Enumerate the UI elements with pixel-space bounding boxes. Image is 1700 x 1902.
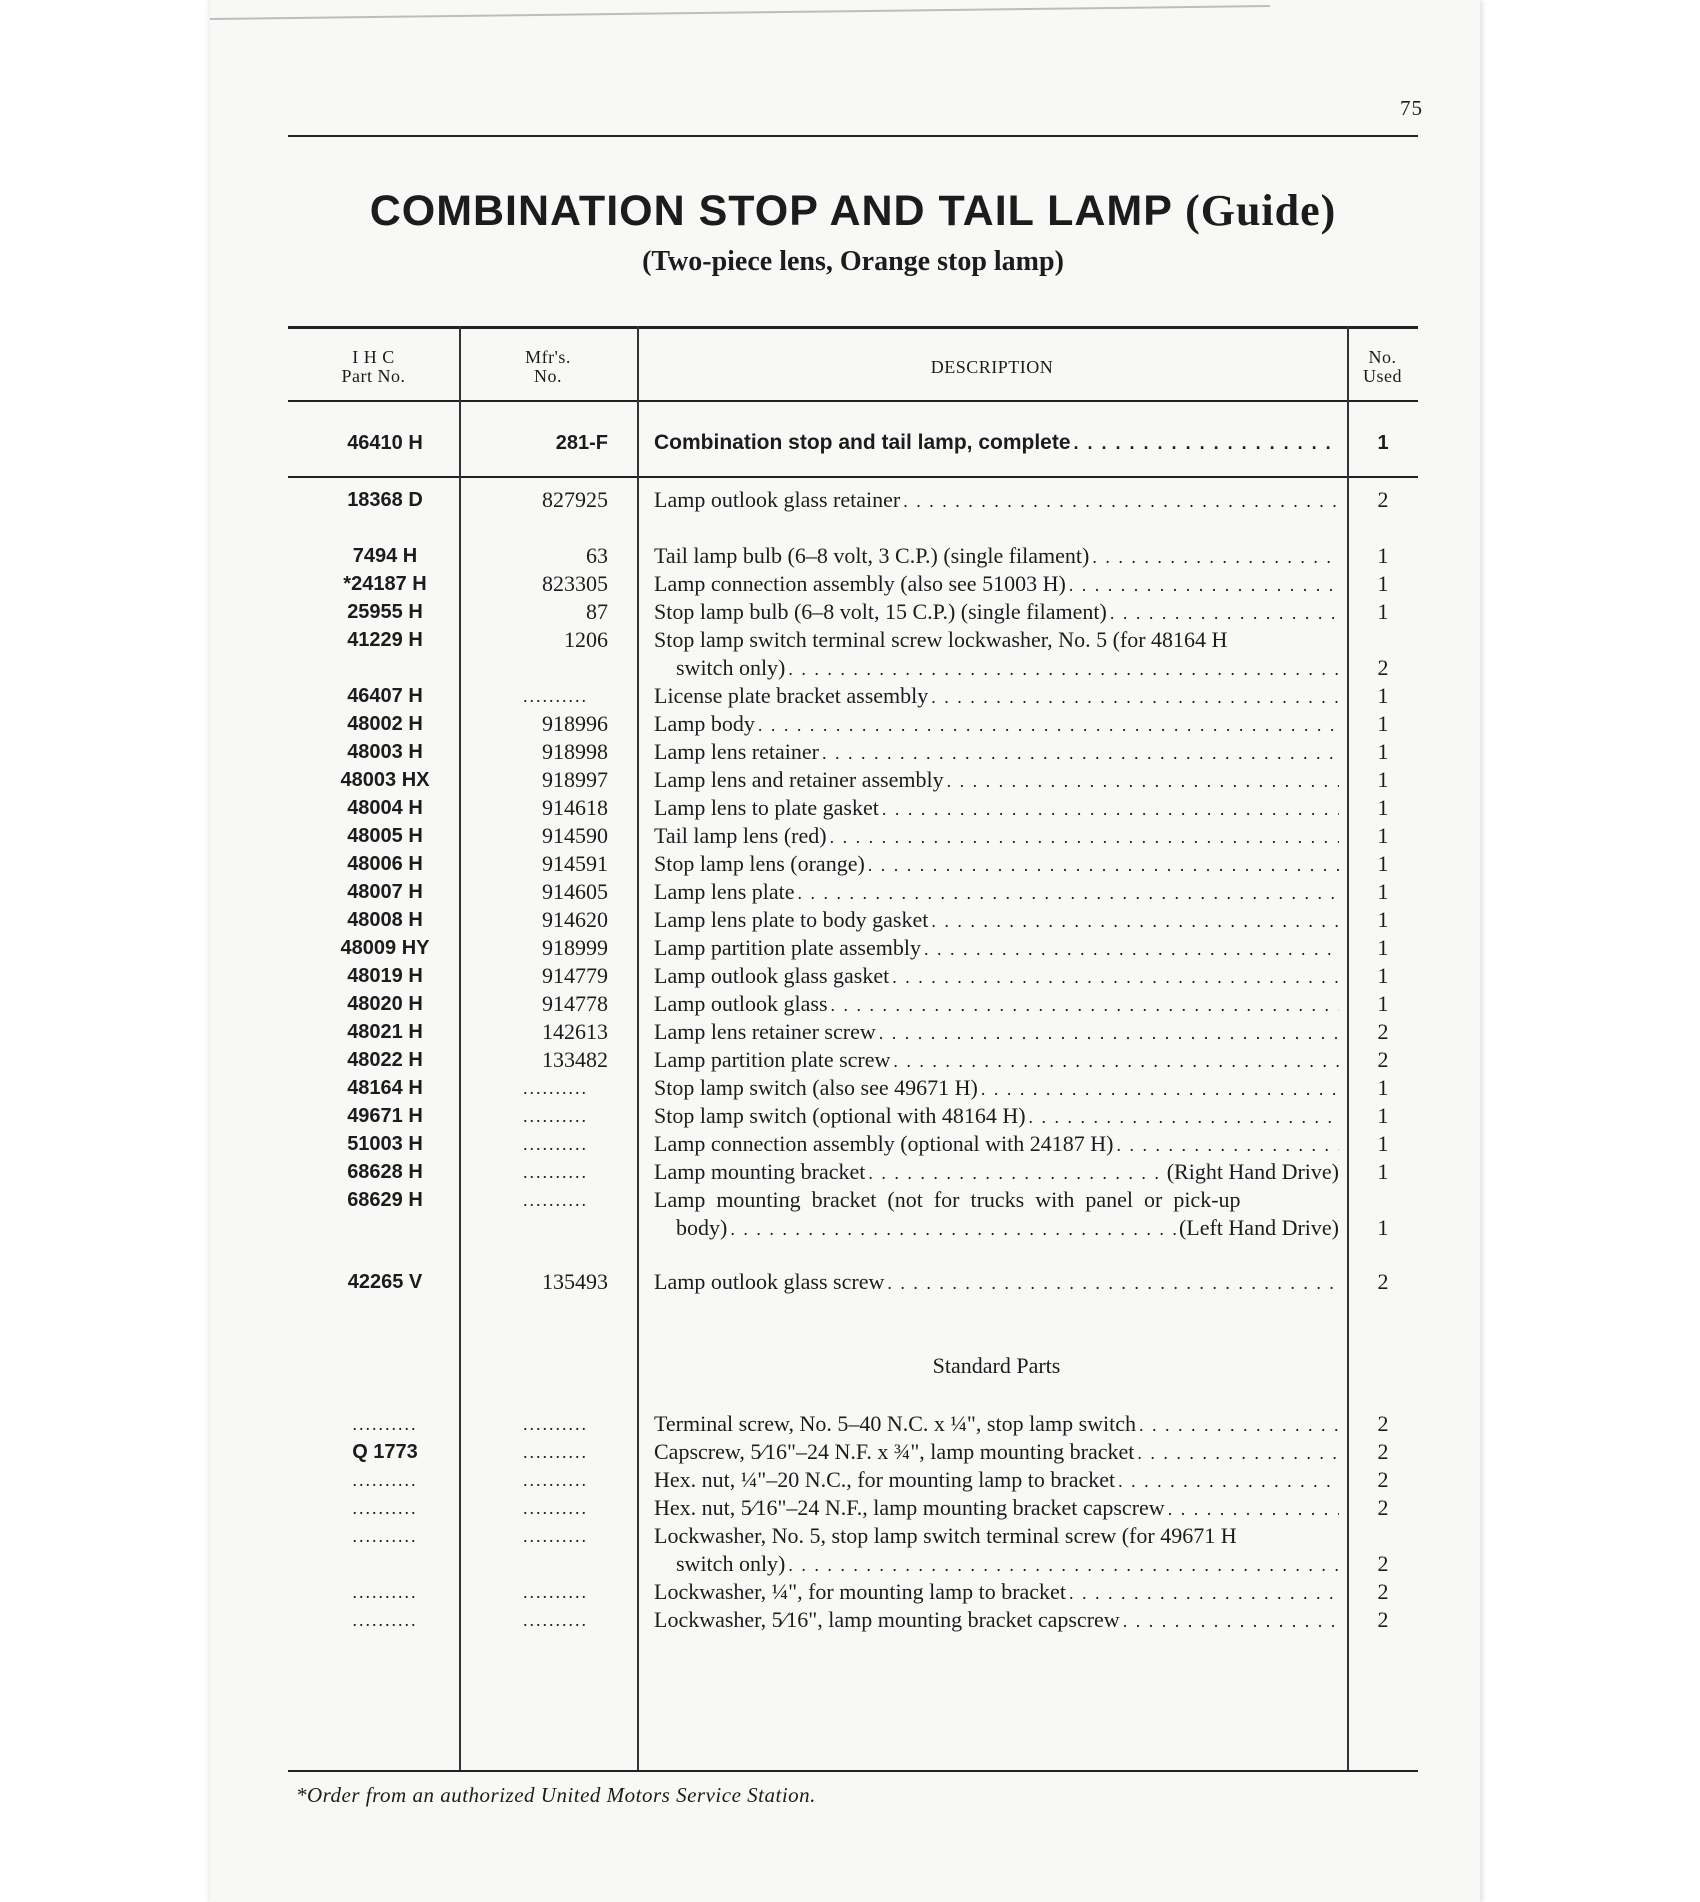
description: [654, 794, 1339, 823]
dot-leader: [831, 991, 1339, 1019]
mfr-number: 914620: [542, 907, 608, 932]
dot-leader: [931, 683, 1339, 711]
quantity-used: 1: [1377, 1103, 1389, 1128]
quantity-used: 1: [1377, 1131, 1389, 1156]
lead-row: [288, 429, 1418, 457]
standard-parts-heading: Standard Parts: [932, 1353, 1061, 1378]
page-edge-line: [210, 5, 1270, 20]
mfr-number: ..........: [523, 1106, 588, 1126]
drive-side-note: (Right Hand Drive): [1166, 1159, 1339, 1184]
description-text: Lamp outlook glass gasket: [654, 963, 890, 988]
mfr-number: 918998: [542, 739, 608, 764]
quantity-used: 2: [1377, 1047, 1389, 1072]
quantity-used: 1: [1377, 711, 1389, 736]
description-text: Tail lamp lens (red): [654, 823, 827, 848]
description: [654, 710, 1339, 739]
dot-leader: [931, 907, 1339, 935]
description: [654, 1074, 1339, 1103]
mfr-number: 281-F: [555, 432, 608, 454]
dot-leader: [1074, 429, 1339, 457]
table-top-rule: [288, 326, 1418, 329]
quantity-used: 1: [1377, 571, 1389, 596]
title-qualifier: (Guide): [1185, 186, 1337, 235]
description-text: Lamp lens plate to body gasket: [654, 907, 929, 932]
mfr-number: 918999: [542, 935, 608, 960]
description-text: Stop lamp switch (also see 49671 H): [654, 1075, 978, 1100]
description-text: Lamp connection assembly (optional with 24187 H): [654, 1131, 1114, 1156]
description: [654, 570, 1339, 599]
mfr-number: 133482: [542, 1047, 608, 1072]
header-mfr-line1: Mfr's.: [525, 347, 571, 367]
description-text: Lamp lens plate: [654, 879, 795, 904]
description: [654, 906, 1339, 935]
mfr-number: 914605: [542, 879, 608, 904]
part-number: 41229 H: [347, 629, 423, 651]
page-number: 75: [1400, 96, 1423, 120]
quantity-used: 2: [1377, 1411, 1389, 1436]
page-title: [288, 185, 1418, 236]
quantity-used: 1: [1377, 432, 1389, 454]
part-number: 46407 H: [347, 685, 423, 707]
mfr-number: 914779: [542, 963, 608, 988]
dot-leader: [947, 767, 1339, 795]
mfr-number: ..........: [523, 1582, 588, 1602]
header-used-line2: Used: [1363, 366, 1402, 386]
description: [654, 1102, 1339, 1131]
description-text: switch only): [676, 655, 786, 680]
description: [654, 1438, 1339, 1467]
description: [654, 1018, 1339, 1047]
quantity-used: 1: [1377, 991, 1389, 1016]
description-text: Lamp lens to plate gasket: [654, 795, 879, 820]
quantity-used: 1: [1377, 907, 1389, 932]
description-text: Terminal screw, No. 5–40 N.C. x ¼", stop lamp switch: [654, 1411, 1137, 1436]
description: [654, 1606, 1339, 1635]
part-number: 48005 H: [347, 825, 423, 847]
dot-leader: [798, 879, 1339, 907]
description-text: Lamp partition plate screw: [654, 1047, 891, 1072]
description: [654, 962, 1339, 991]
mfr-number: 1206: [564, 627, 608, 652]
description: [654, 766, 1339, 795]
mfr-number: ..........: [523, 1526, 588, 1546]
dot-leader: [730, 1215, 1179, 1243]
mfr-number: ..........: [523, 1498, 588, 1518]
mfr-number: 914590: [542, 823, 608, 848]
quantity-used: 1: [1377, 823, 1389, 848]
mfr-number: 823305: [542, 571, 608, 596]
description-text: Hex. nut, 5⁄16"–24 N.F., lamp mounting bracket capscrew: [654, 1495, 1165, 1520]
quantity-used: 1: [1377, 879, 1389, 904]
part-number: ..........: [352, 1526, 418, 1546]
lead-row-rule: [288, 476, 1418, 478]
quantity-used: 1: [1377, 1215, 1389, 1240]
description-text: Lamp outlook glass: [654, 991, 828, 1016]
description-text: Stop lamp switch terminal screw lockwasher, No. 5 (for 48164 H: [654, 627, 1228, 652]
mfr-number: 63: [586, 543, 608, 568]
drive-side-note: (Left Hand Drive): [1178, 1215, 1339, 1240]
dot-leader: [1069, 571, 1339, 599]
description-text: Hex. nut, ¼"–20 N.C., for mounting lamp to bracket: [654, 1467, 1116, 1492]
part-number: Q 1773: [352, 1441, 418, 1463]
part-number: ..........: [352, 1414, 418, 1434]
description-text: Lamp outlook glass screw: [654, 1269, 885, 1294]
part-number: 42265 V: [347, 1271, 423, 1293]
dot-leader: [924, 935, 1339, 963]
part-number: 25955 H: [347, 601, 423, 623]
dot-leader: [1092, 543, 1339, 571]
dot-leader: [879, 1019, 1339, 1047]
part-number: 49671 H: [347, 1105, 423, 1127]
description-text: Lockwasher, No. 5, stop lamp switch terminal screw (for 49671 H: [654, 1523, 1237, 1548]
quantity-used: 2: [1377, 1551, 1389, 1576]
description-text: Lamp partition plate assembly: [654, 935, 921, 960]
description-text: Stop lamp bulb (6–8 volt, 15 C.P.) (single filament): [654, 599, 1107, 624]
dot-leader: [893, 1047, 1339, 1075]
part-number: 48003 H: [347, 741, 423, 763]
part-number: ..........: [352, 1470, 418, 1490]
quantity-used: 2: [1377, 1467, 1389, 1492]
description-text: Combination stop and tail lamp, complete: [654, 431, 1071, 454]
dot-leader: [1139, 1411, 1339, 1439]
dot-leader: [1069, 1579, 1339, 1607]
dot-leader: [822, 739, 1339, 767]
description: [654, 1046, 1339, 1075]
description: [654, 1268, 1339, 1297]
part-number: 48020 H: [347, 993, 423, 1015]
part-number: *24187 H: [343, 573, 427, 595]
dot-leader: [1110, 599, 1339, 627]
header-mfr-no: [459, 348, 637, 386]
dot-leader: [868, 1159, 1166, 1187]
header-part-line2: Part No.: [341, 366, 406, 386]
quantity-used: 2: [1377, 1495, 1389, 1520]
quantity-used: 1: [1377, 851, 1389, 876]
description: [654, 682, 1339, 711]
description: [654, 1578, 1339, 1607]
part-number: 51003 H: [347, 1133, 423, 1155]
mfr-number: 87: [586, 599, 608, 624]
description-text: body): [676, 1215, 728, 1240]
dot-leader: [758, 711, 1339, 739]
quantity-used: 2: [1377, 655, 1389, 680]
mfr-number: 827925: [542, 487, 608, 512]
header-used-line1: No.: [1368, 347, 1397, 367]
description: [654, 934, 1339, 963]
quantity-used: 1: [1377, 1075, 1389, 1100]
dot-leader: [1029, 1103, 1339, 1131]
description: [654, 1130, 1339, 1159]
mfr-number: 914618: [542, 795, 608, 820]
mfr-number: ..........: [523, 1190, 588, 1210]
description: [654, 1158, 1339, 1187]
description-text: Lockwasher, ¼", for mounting lamp to bracket: [654, 1579, 1066, 1604]
mfr-number: ..........: [523, 1414, 588, 1434]
description-text: Lockwasher, 5⁄16", lamp mounting bracket capscrew: [654, 1607, 1120, 1632]
description: [654, 878, 1339, 907]
part-number: 48003 HX: [340, 769, 430, 791]
title-main: COMBINATION STOP AND TAIL LAMP: [369, 187, 1173, 235]
quantity-used: 1: [1377, 767, 1389, 792]
part-number: 7494 H: [352, 545, 418, 567]
mfr-number: 918996: [542, 711, 608, 736]
quantity-used: 2: [1377, 1019, 1389, 1044]
description-text: License plate bracket assembly: [654, 683, 929, 708]
part-number: 48004 H: [347, 797, 423, 819]
description-text: Lamp lens retainer: [654, 739, 819, 764]
mfr-number: ..........: [523, 686, 588, 706]
part-number: ..........: [352, 1498, 418, 1518]
mfr-number: 918997: [542, 767, 608, 792]
table-bottom-rule: [288, 1770, 1418, 1772]
part-number: ..........: [352, 1582, 418, 1602]
dot-leader: [830, 823, 1339, 851]
mfr-number: ..........: [523, 1078, 588, 1098]
quantity-used: 1: [1377, 739, 1389, 764]
description-text: Lamp mounting bracket (not for trucks with panel or pick-up: [654, 1187, 1241, 1212]
part-number: 48021 H: [347, 1021, 423, 1043]
quantity-used: 2: [1377, 1579, 1389, 1604]
quantity-used: 1: [1377, 795, 1389, 820]
description-text: Stop lamp lens (orange): [654, 851, 865, 876]
dot-leader: [1137, 1439, 1339, 1467]
quantity-used: 1: [1377, 599, 1389, 624]
part-number: 48009 HY: [340, 937, 430, 959]
description-text: Lamp body: [654, 711, 755, 736]
description: [654, 850, 1339, 879]
dot-leader: [1116, 1131, 1339, 1159]
mfr-number: 142613: [542, 1019, 608, 1044]
description: [654, 738, 1339, 767]
footnote: *Order from an authorized United Motors Service Station.: [296, 1783, 816, 1807]
description-text: switch only): [676, 1551, 786, 1576]
part-number: 48002 H: [347, 713, 423, 735]
dot-leader: [882, 795, 1339, 823]
dot-leader: [1118, 1467, 1339, 1495]
dot-leader: [892, 963, 1339, 991]
dot-leader: [903, 487, 1339, 515]
description: [654, 542, 1339, 571]
description: [654, 486, 1339, 515]
part-number: 48007 H: [347, 881, 423, 903]
description: [654, 1186, 1339, 1243]
mfr-number: 914778: [542, 991, 608, 1016]
header-mfr-line2: No.: [534, 366, 562, 386]
header-bottom-rule: [288, 400, 1418, 402]
dot-leader: [1168, 1495, 1339, 1523]
description-text: Stop lamp switch (optional with 48164 H): [654, 1103, 1026, 1128]
dot-leader: [981, 1075, 1339, 1103]
part-number: 48164 H: [347, 1077, 423, 1099]
header-part-no: [288, 348, 459, 386]
description-text: Capscrew, 5⁄16"–24 N.F. x ¾", lamp mounting bracket: [654, 1439, 1135, 1464]
quantity-used: 1: [1377, 935, 1389, 960]
dot-leader: [1123, 1607, 1339, 1635]
description: [654, 1410, 1339, 1439]
header-no-used: [1347, 348, 1418, 386]
description: [654, 626, 1339, 683]
part-number: 68629 H: [347, 1189, 423, 1211]
header-part-line1: I H C: [352, 347, 395, 367]
quantity-used: 2: [1377, 1439, 1389, 1464]
quantity-used: 1: [1377, 963, 1389, 988]
quantity-used: 1: [1377, 543, 1389, 568]
description: [654, 598, 1339, 627]
dot-leader: [788, 655, 1339, 683]
mfr-number: ..........: [523, 1162, 588, 1182]
dot-leader: [868, 851, 1339, 879]
part-number: 48019 H: [347, 965, 423, 987]
description: [654, 990, 1339, 1019]
part-number: 18368 D: [347, 489, 423, 511]
description: [654, 822, 1339, 851]
dot-leader: [887, 1269, 1339, 1297]
header-rule: [288, 135, 1418, 137]
mfr-number: 135493: [542, 1269, 608, 1294]
mfr-number: ..........: [523, 1610, 588, 1630]
column-divider-2: [637, 326, 639, 1770]
description: [654, 1494, 1339, 1523]
part-number: 68628 H: [347, 1161, 423, 1183]
description-text: Lamp mounting bracket: [654, 1159, 866, 1184]
part-number: 48006 H: [347, 853, 423, 875]
description-text: Lamp lens and retainer assembly: [654, 767, 944, 792]
header-description: DESCRIPTION: [930, 357, 1054, 377]
quantity-used: 2: [1377, 487, 1389, 512]
description-text: Lamp outlook glass retainer: [654, 487, 901, 512]
part-number: ..........: [352, 1610, 418, 1630]
part-number: 48008 H: [347, 909, 423, 931]
quantity-used: 1: [1377, 1159, 1389, 1184]
part-number: 46410 H: [347, 432, 423, 454]
part-number: 48022 H: [347, 1049, 423, 1071]
mfr-number: ..........: [523, 1470, 588, 1490]
mfr-number: ..........: [523, 1134, 588, 1154]
mfr-number: ..........: [523, 1442, 588, 1462]
description: [654, 429, 1339, 457]
description-text: Tail lamp bulb (6–8 volt, 3 C.P.) (single filament): [654, 543, 1090, 568]
page-subtitle: (Two-piece lens, Orange stop lamp): [642, 246, 1064, 277]
quantity-used: 2: [1377, 1607, 1389, 1632]
description: [654, 1522, 1339, 1579]
description: [654, 1466, 1339, 1495]
parts-table: [288, 326, 1418, 1773]
dot-leader: [788, 1551, 1339, 1579]
description-text: Lamp lens retainer screw: [654, 1019, 876, 1044]
quantity-used: 2: [1377, 1269, 1389, 1294]
description-text: Lamp connection assembly (also see 51003 H): [654, 571, 1066, 596]
quantity-used: 1: [1377, 683, 1389, 708]
mfr-number: 914591: [542, 851, 608, 876]
